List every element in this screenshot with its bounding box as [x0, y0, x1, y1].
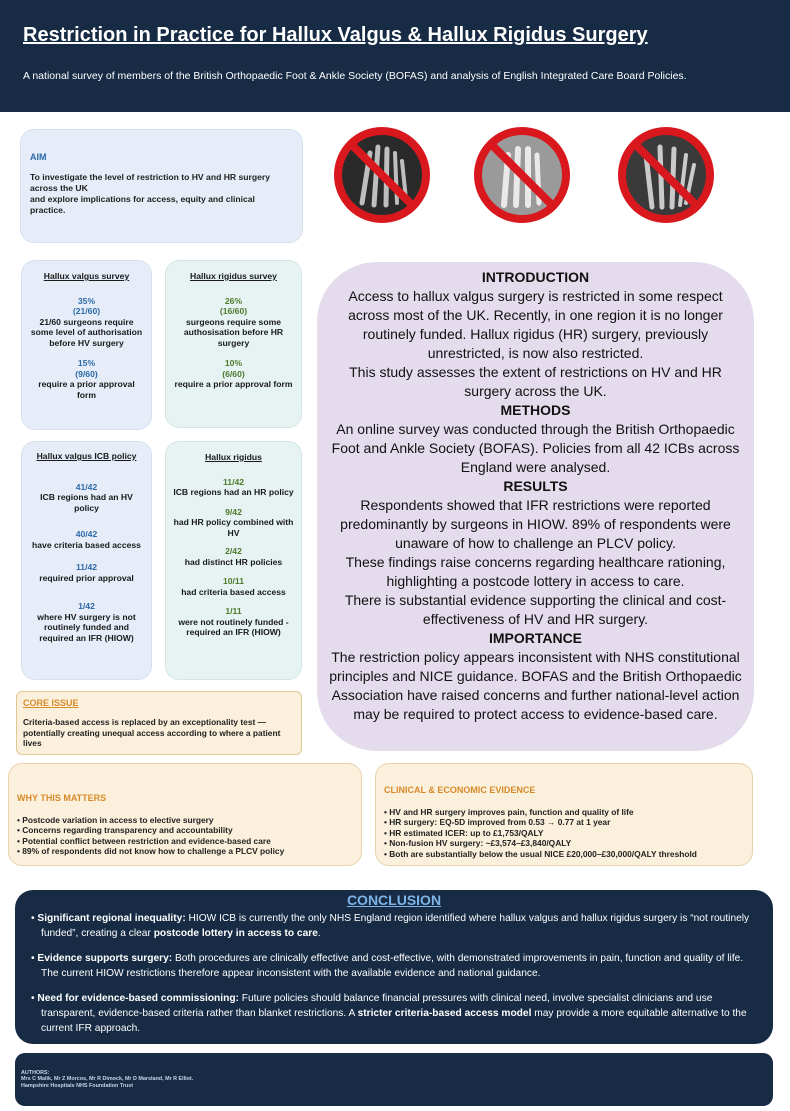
intro-paragraph: Access to hallux valgus surgery is restricted in some respect across most of the UK. Recently, in one region it is no longer routinely funded. Hallux rigidus (HR) surgery, previously unrestricted, is now also restricted. — [348, 288, 723, 361]
aim-text — [30, 172, 292, 216]
intro-paragraph: This study assesses the extent of restrictions on HV and HR surgery across the UK. — [349, 364, 722, 399]
hr-icb-heading: Hallux rigidus — [205, 452, 262, 462]
stat-text: surgeons require some authosisation before HR surgery — [183, 316, 284, 348]
intro-heading: INTRODUCTION — [481, 269, 590, 285]
stat-percent: 15% — [77, 358, 96, 368]
stat-text: had criteria based access — [181, 586, 286, 597]
stat-number: 11/42 — [222, 476, 245, 487]
conclusion-item-text: HIOW ICB is currently the only NHS England region identified where hallux valgus and hallux rigidus surgery is “not routinely funded”, creating a clear — [41, 913, 750, 939]
results-paragraph: Respondents showed that IFR restrictions were reported predominantly by surgeons in HIOW. 89% of respondents were unaware of how to challenge an PLCV policy. — [340, 497, 731, 551]
conclusion-item-text: Future policies should balance financial pressures with clinical need, involve specialist clinicians and use transparent, evidence-based criteria rather than blanket restrictions. A — [41, 993, 713, 1019]
stat-text: ICB regions had an HR policy — [173, 487, 294, 497]
stat-percent: 35% — [77, 295, 96, 306]
list-item: • HR surgery: EQ-5D improved from 0.53 → 0.77 at 1 year — [384, 817, 611, 828]
conclusion-item-lead: Evidence supports surgery: — [37, 953, 173, 964]
stat-text: were not routinely funded -required an IFR (HIOW) — [178, 616, 289, 637]
authors-organisation: Hampshire Hospitals NHS Foundation Trust — [21, 1082, 134, 1089]
conclusion-box — [15, 890, 773, 1044]
hv-icb-heading: Hallux valgus ICB policy — [36, 451, 137, 461]
stat-text: required prior approval — [39, 572, 134, 583]
aim-line: To investigate the level of restriction to HV and HR surgery across the UK — [30, 172, 271, 193]
no-xray-foot-icon — [332, 125, 432, 225]
aim-box — [20, 129, 303, 243]
conclusion-item-text: may provide a more equitable alternative to the current IFR approach. — [41, 1008, 747, 1034]
stat-number: 1/42 — [78, 601, 95, 611]
aim-title: AIM — [30, 152, 47, 162]
results-heading: RESULTS — [503, 478, 568, 494]
stat-number: 9/42 — [225, 506, 242, 517]
poster-subtitle: A national survey of members of the British Orthopaedic Foot & Ankle Society (BOFAS) and analysis of English Integrated Care Board Policies. — [23, 70, 687, 82]
list-item: • Non-fusion HV surgery: ~£3,574–£3,840/QALY — [384, 838, 572, 849]
hr-icb-box — [165, 441, 302, 680]
hr-survey-box — [165, 260, 302, 428]
stat-percent: 10% — [224, 358, 243, 368]
methods-heading: METHODS — [500, 402, 571, 418]
intro-panel — [317, 262, 754, 751]
stat-text: had HR policy combined with HV — [173, 517, 294, 538]
stat-fraction: (21/60) — [72, 306, 101, 316]
authors-names: Mrs C Malik, Mr Z Morcos, Mr R Dimock, Mr D Marsland, Mr R Elliot. — [21, 1076, 194, 1083]
stat-number: 1/11 — [225, 606, 242, 616]
clinical-evidence-box — [375, 763, 753, 866]
hr-survey-heading: Hallux rigidus survey — [190, 271, 277, 281]
no-xray-foot-icon — [616, 125, 716, 225]
stat-fraction: (9/60) — [75, 368, 98, 379]
no-xray-foot-icon — [472, 125, 572, 225]
stat-text: where HV surgery is not routinely funded and required an IFR (HIOW) — [37, 611, 136, 643]
stat-number: 40/42 — [75, 529, 98, 539]
conclusion-item-text: Both procedures are clinically effective and cost-effective, with demonstrated improvements in pain, function and quality of life. The current HIOW restrictions therefore appear inconsistent with the available evidence and national guidance. — [41, 953, 744, 979]
clinical-evidence-list — [384, 807, 744, 859]
results-paragraph: There is substantial evidence supporting the clinical and cost-effectiveness of HV and HR surgery. — [344, 592, 727, 627]
aim-line: and explore implications for access, equity and clinical practice. — [30, 194, 255, 215]
hv-survey-heading: Hallux valgus survey — [43, 271, 130, 281]
authors-label: AUTHORS: — [21, 1070, 50, 1076]
authors-box — [15, 1053, 773, 1106]
conclusion-item-lead: Significant regional inequality: — [37, 913, 186, 924]
stat-fraction: (16/60) — [219, 306, 248, 316]
stat-text: had distinct HR policies — [184, 556, 283, 567]
stat-text: have criteria based access — [32, 539, 141, 550]
why-matters-title: WHY THIS MATTERS — [17, 793, 107, 803]
stat-number: 2/42 — [225, 546, 242, 556]
list-item: • Both are substantially below the usual NICE £20,000–£30,000/QALY threshold — [384, 848, 697, 859]
list-item: • HV and HR surgery improves pain, function and quality of life — [384, 807, 634, 817]
stat-number: 41/42 — [75, 481, 98, 492]
methods-paragraph: An online survey was conducted through the British Orthopaedic Foot and Ankle Society (BOFAS). Policies from all 42 ICBs across England were analysed. — [331, 421, 740, 475]
conclusion-item: • Evidence supports surgery: Both procedures are clinically effective and cost-effective, with demonstrated improvements in pain, function and quality of life. The current HIOW restrictions therefore appear inconsistent with the available evidence and national guidance. — [31, 953, 744, 979]
stat-number: 11/42 — [75, 562, 98, 572]
stat-percent: 26% — [224, 295, 243, 306]
conclusion-item-emphasis: stricter criteria-based access model — [357, 1008, 532, 1019]
stat-number: 10/11 — [222, 576, 245, 586]
importance-heading: IMPORTANCE — [488, 630, 583, 646]
hv-icb-box — [21, 441, 152, 680]
poster-header — [0, 0, 790, 112]
list-item: • HR estimated ICER: up to £1,753/QALY — [384, 827, 544, 838]
clinical-evidence-title: CLINICAL & ECONOMIC EVIDENCE — [384, 785, 536, 795]
list-item: • 89% of respondents did not know how to challenge a PLCV policy — [17, 846, 285, 857]
stat-fraction: (6/60) — [222, 368, 245, 379]
conclusion-item: • Significant regional inequality: HIOW ICB is currently the only NHS England region identified where hallux valgus and hallux rigidus surgery is “not routinely funded”, creating a clear postcode lottery in access to care. — [31, 913, 750, 939]
conclusion-item: • Need for evidence-based commissioning: Future policies should balance financial pressures with clinical need, involve specialist clinicians and use transparent, evidence-based criteria rather than blanket restrictions. A stricter criteria-based access model may provide a more equitable alternative to the current IFR approach. — [31, 993, 747, 1034]
conclusion-item-lead: Need for evidence-based commissioning: — [37, 993, 239, 1004]
stat-text: require a prior approval form — [174, 379, 293, 389]
core-issue-box — [16, 691, 302, 755]
core-issue-title: CORE ISSUE — [23, 698, 79, 708]
why-matters-box — [8, 763, 362, 866]
stat-text: ICB regions had an HV policy — [40, 492, 133, 513]
results-paragraph: These findings raise concerns regarding healthcare rationing, highlighting a postcode lottery in access to care. — [345, 554, 726, 589]
conclusion-title: CONCLUSION — [346, 892, 442, 908]
stat-text: 21/60 surgeons require some level of authorisation before HV surgery — [30, 316, 143, 348]
list-item: • Potential conflict between restriction and evidence-based care — [17, 835, 271, 846]
core-issue-text: Criteria-based access is replaced by an exceptionality test — potentially creating unequal access according to where a patient lives — [23, 717, 281, 748]
prohibition-icons — [330, 125, 782, 225]
stat-text: require a prior approval form — [38, 379, 135, 400]
why-matters-list — [17, 815, 353, 857]
list-item: • Postcode variation in access to elective surgery — [17, 815, 214, 825]
poster-title: Restriction in Practice for Hallux Valgus & Hallux Rigidus Surgery — [23, 24, 648, 46]
list-item: • Concerns regarding transparency and accountability — [17, 825, 233, 836]
hv-survey-box — [21, 260, 152, 430]
conclusion-item-text: . — [317, 928, 321, 939]
importance-paragraph: The restriction policy appears inconsistent with NHS constitutional principles and NICE guidance. BOFAS and the British Orthopaedic Association have raised concerns and further national-level action may be required to protect access to evidence-based care. — [329, 649, 742, 722]
conclusion-item-emphasis: postcode lottery in access to care — [153, 928, 318, 939]
